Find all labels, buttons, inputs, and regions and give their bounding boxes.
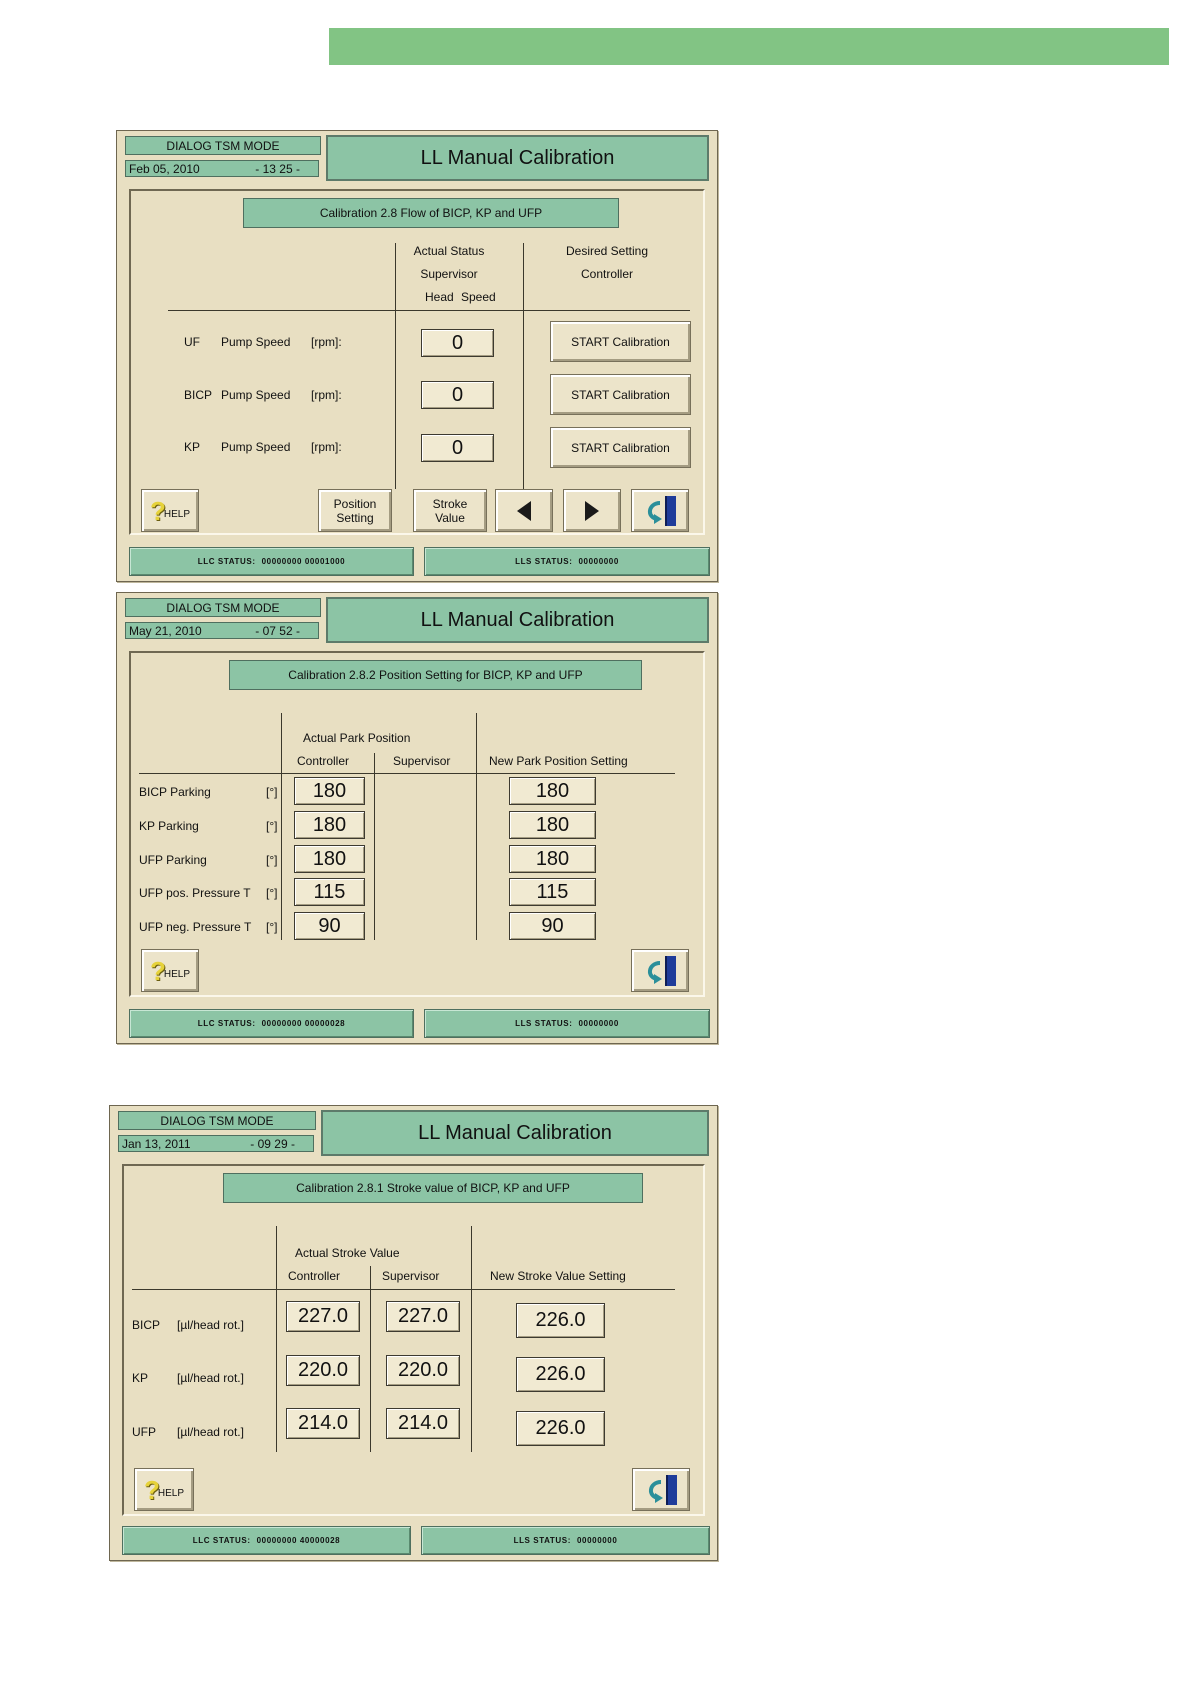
help-button[interactable]: ? HELP	[141, 489, 199, 532]
ufp-neg-pressure-new-value[interactable]: 90	[509, 912, 596, 940]
help-button[interactable]: ? HELP	[141, 949, 199, 992]
start-calibration-kp-button[interactable]: START Calibration	[550, 427, 691, 468]
ufp-parking-controller-value: 180	[294, 845, 365, 873]
header-green-band	[329, 28, 1169, 65]
time-text: - 13 25 -	[255, 161, 300, 176]
help-icon: ?	[149, 955, 166, 986]
ufp-neg-pressure-controller-value: 90	[294, 912, 365, 940]
bicp-parking-controller-value: 180	[294, 777, 365, 805]
llc-status-bar: LLC STATUS: 00000000 00000028	[129, 1009, 414, 1038]
calibration-subtitle: Calibration 2.8.1 Stroke value of BICP, KP and UFP	[223, 1173, 643, 1203]
llc-status-bar: LLC STATUS: 00000000 40000028	[122, 1526, 411, 1555]
lls-status-bar: LLS STATUS: 00000000	[424, 1009, 710, 1038]
column-divider	[276, 1226, 277, 1452]
exit-button[interactable]	[632, 1468, 690, 1511]
stroke-value-screen	[109, 1105, 718, 1561]
row-unit: [rpm]:	[311, 388, 342, 402]
row-unit: [µl/head rot.]	[177, 1371, 244, 1385]
column-divider	[374, 753, 375, 940]
screen-title: LL Manual Calibration	[326, 597, 709, 643]
supervisor-header: Supervisor	[382, 1269, 440, 1283]
header-divider	[139, 773, 675, 774]
row-unit: [µl/head rot.]	[177, 1425, 244, 1439]
mode-label: DIALOG TSM MODE	[125, 136, 321, 155]
help-button[interactable]: ? HELP	[134, 1468, 194, 1511]
next-page-button[interactable]	[563, 489, 621, 532]
row-label: KP Parking	[139, 819, 199, 833]
desired-setting-header: Desired Setting	[565, 244, 649, 258]
date-text: Feb 05, 2010	[129, 161, 200, 176]
date-time-display	[125, 622, 319, 639]
column-divider	[471, 1226, 472, 1452]
exit-button[interactable]	[631, 489, 689, 532]
ufp-supervisor-stroke-value: 214.0	[386, 1408, 460, 1439]
row-unit: [µl/head rot.]	[177, 1318, 244, 1332]
previous-page-button[interactable]	[495, 489, 553, 532]
ufp-pos-pressure-new-value[interactable]: 115	[509, 878, 596, 906]
uf-pump-speed-value: 0	[421, 329, 494, 357]
column-divider	[476, 713, 477, 940]
start-calibration-bicp-button[interactable]: START Calibration	[550, 374, 691, 415]
row-quantity: Pump Speed	[221, 335, 291, 349]
column-divider	[370, 1266, 371, 1452]
header-divider	[168, 310, 690, 311]
row-label-uf: UF	[184, 335, 200, 349]
exit-door-icon	[640, 494, 680, 528]
ufp-parking-new-value[interactable]: 180	[509, 845, 596, 873]
actual-park-position-header: Actual Park Position	[303, 731, 411, 745]
lls-status-bar: LLS STATUS: 00000000	[421, 1526, 710, 1555]
ufp-new-stroke-value[interactable]: 226.0	[516, 1411, 605, 1446]
controller-header: Controller	[288, 1269, 341, 1283]
controller-header: Controller	[580, 267, 634, 281]
calibration-subtitle: Calibration 2.8 Flow of BICP, KP and UFP	[243, 198, 619, 228]
speed-header: Speed	[461, 290, 496, 304]
date-text: May 21, 2010	[129, 623, 202, 638]
row-label: UFP Parking	[139, 853, 207, 867]
kp-parking-controller-value: 180	[294, 811, 365, 839]
mode-label: DIALOG TSM MODE	[125, 598, 321, 617]
content-panel	[122, 1164, 705, 1516]
bicp-pump-speed-value: 0	[421, 381, 494, 409]
position-setting-screen	[116, 592, 718, 1044]
new-stroke-value-header: New Stroke Value Setting	[490, 1269, 626, 1283]
date-time-display	[118, 1135, 314, 1152]
bicp-controller-stroke-value: 227.0	[286, 1301, 360, 1332]
ufp-pos-pressure-controller-value: 115	[294, 878, 365, 906]
controller-header: Controller	[297, 754, 350, 768]
column-divider	[523, 243, 524, 489]
kp-new-stroke-value[interactable]: 226.0	[516, 1357, 605, 1392]
exit-button[interactable]	[631, 949, 689, 992]
bicp-supervisor-stroke-value: 227.0	[386, 1301, 460, 1332]
row-label: UFP pos. Pressure T	[139, 886, 251, 900]
row-unit: [rpm]:	[311, 335, 342, 349]
arrow-right-icon	[584, 500, 600, 522]
llc-status-bar: LLC STATUS: 00000000 00001000	[129, 547, 414, 576]
stroke-value-button[interactable]: Stroke Value	[413, 489, 487, 532]
row-label: UFP neg. Pressure T	[139, 920, 252, 934]
row-unit: [°]	[266, 920, 278, 934]
supervisor-header: Supervisor	[420, 267, 478, 281]
exit-door-icon	[641, 1473, 681, 1507]
new-park-position-header: New Park Position Setting	[489, 754, 628, 768]
date-text: Jan 13, 2011	[122, 1136, 191, 1151]
row-label-bicp: BICP	[184, 388, 213, 402]
help-icon: ?	[143, 1474, 160, 1505]
actual-stroke-value-header: Actual Stroke Value	[295, 1246, 400, 1260]
exit-door-icon	[640, 954, 680, 988]
calibration-flow-screen	[116, 130, 718, 582]
row-label-kp: KP	[184, 440, 201, 454]
kp-pump-speed-value: 0	[421, 434, 494, 462]
content-panel	[129, 189, 705, 535]
row-unit: [rpm]:	[311, 440, 342, 454]
screen-title: LL Manual Calibration	[321, 1110, 709, 1156]
arrow-left-icon	[516, 500, 532, 522]
supervisor-header: Supervisor	[393, 754, 451, 768]
row-label-ufp: UFP	[132, 1425, 156, 1439]
column-divider	[395, 243, 396, 489]
row-quantity: Pump Speed	[221, 388, 291, 402]
calibration-subtitle: Calibration 2.8.2 Position Setting for BICP, KP and UFP	[229, 660, 642, 690]
date-time-display	[125, 160, 319, 177]
column-divider	[281, 713, 282, 940]
help-icon: ?	[149, 495, 166, 526]
time-text: - 07 52 -	[255, 623, 300, 638]
row-label: BICP Parking	[139, 785, 211, 799]
head-header: Head	[425, 290, 454, 304]
row-unit: [°]	[266, 853, 278, 867]
content-panel	[129, 651, 705, 997]
row-quantity: Pump Speed	[221, 440, 291, 454]
bicp-parking-new-value[interactable]: 180	[509, 777, 596, 805]
row-unit: [°]	[266, 819, 278, 833]
bicp-new-stroke-value[interactable]: 226.0	[516, 1303, 605, 1338]
time-text: - 09 29 -	[250, 1136, 295, 1151]
mode-label: DIALOG TSM MODE	[118, 1111, 316, 1130]
kp-controller-stroke-value: 220.0	[286, 1355, 360, 1386]
header-divider	[132, 1289, 675, 1290]
row-unit: [°]	[266, 785, 278, 799]
start-calibration-uf-button[interactable]: START Calibration	[550, 321, 691, 362]
kp-supervisor-stroke-value: 220.0	[386, 1355, 460, 1386]
lls-status-bar: LLS STATUS: 00000000	[424, 547, 710, 576]
row-unit: [°]	[266, 886, 278, 900]
screen-title: LL Manual Calibration	[326, 135, 709, 181]
row-label-kp: KP	[132, 1371, 149, 1385]
position-setting-button[interactable]: Position Setting	[318, 489, 392, 532]
ufp-controller-stroke-value: 214.0	[286, 1408, 360, 1439]
kp-parking-new-value[interactable]: 180	[509, 811, 596, 839]
row-label-bicp: BICP	[132, 1318, 161, 1332]
actual-status-header: Actual Status	[413, 244, 485, 258]
